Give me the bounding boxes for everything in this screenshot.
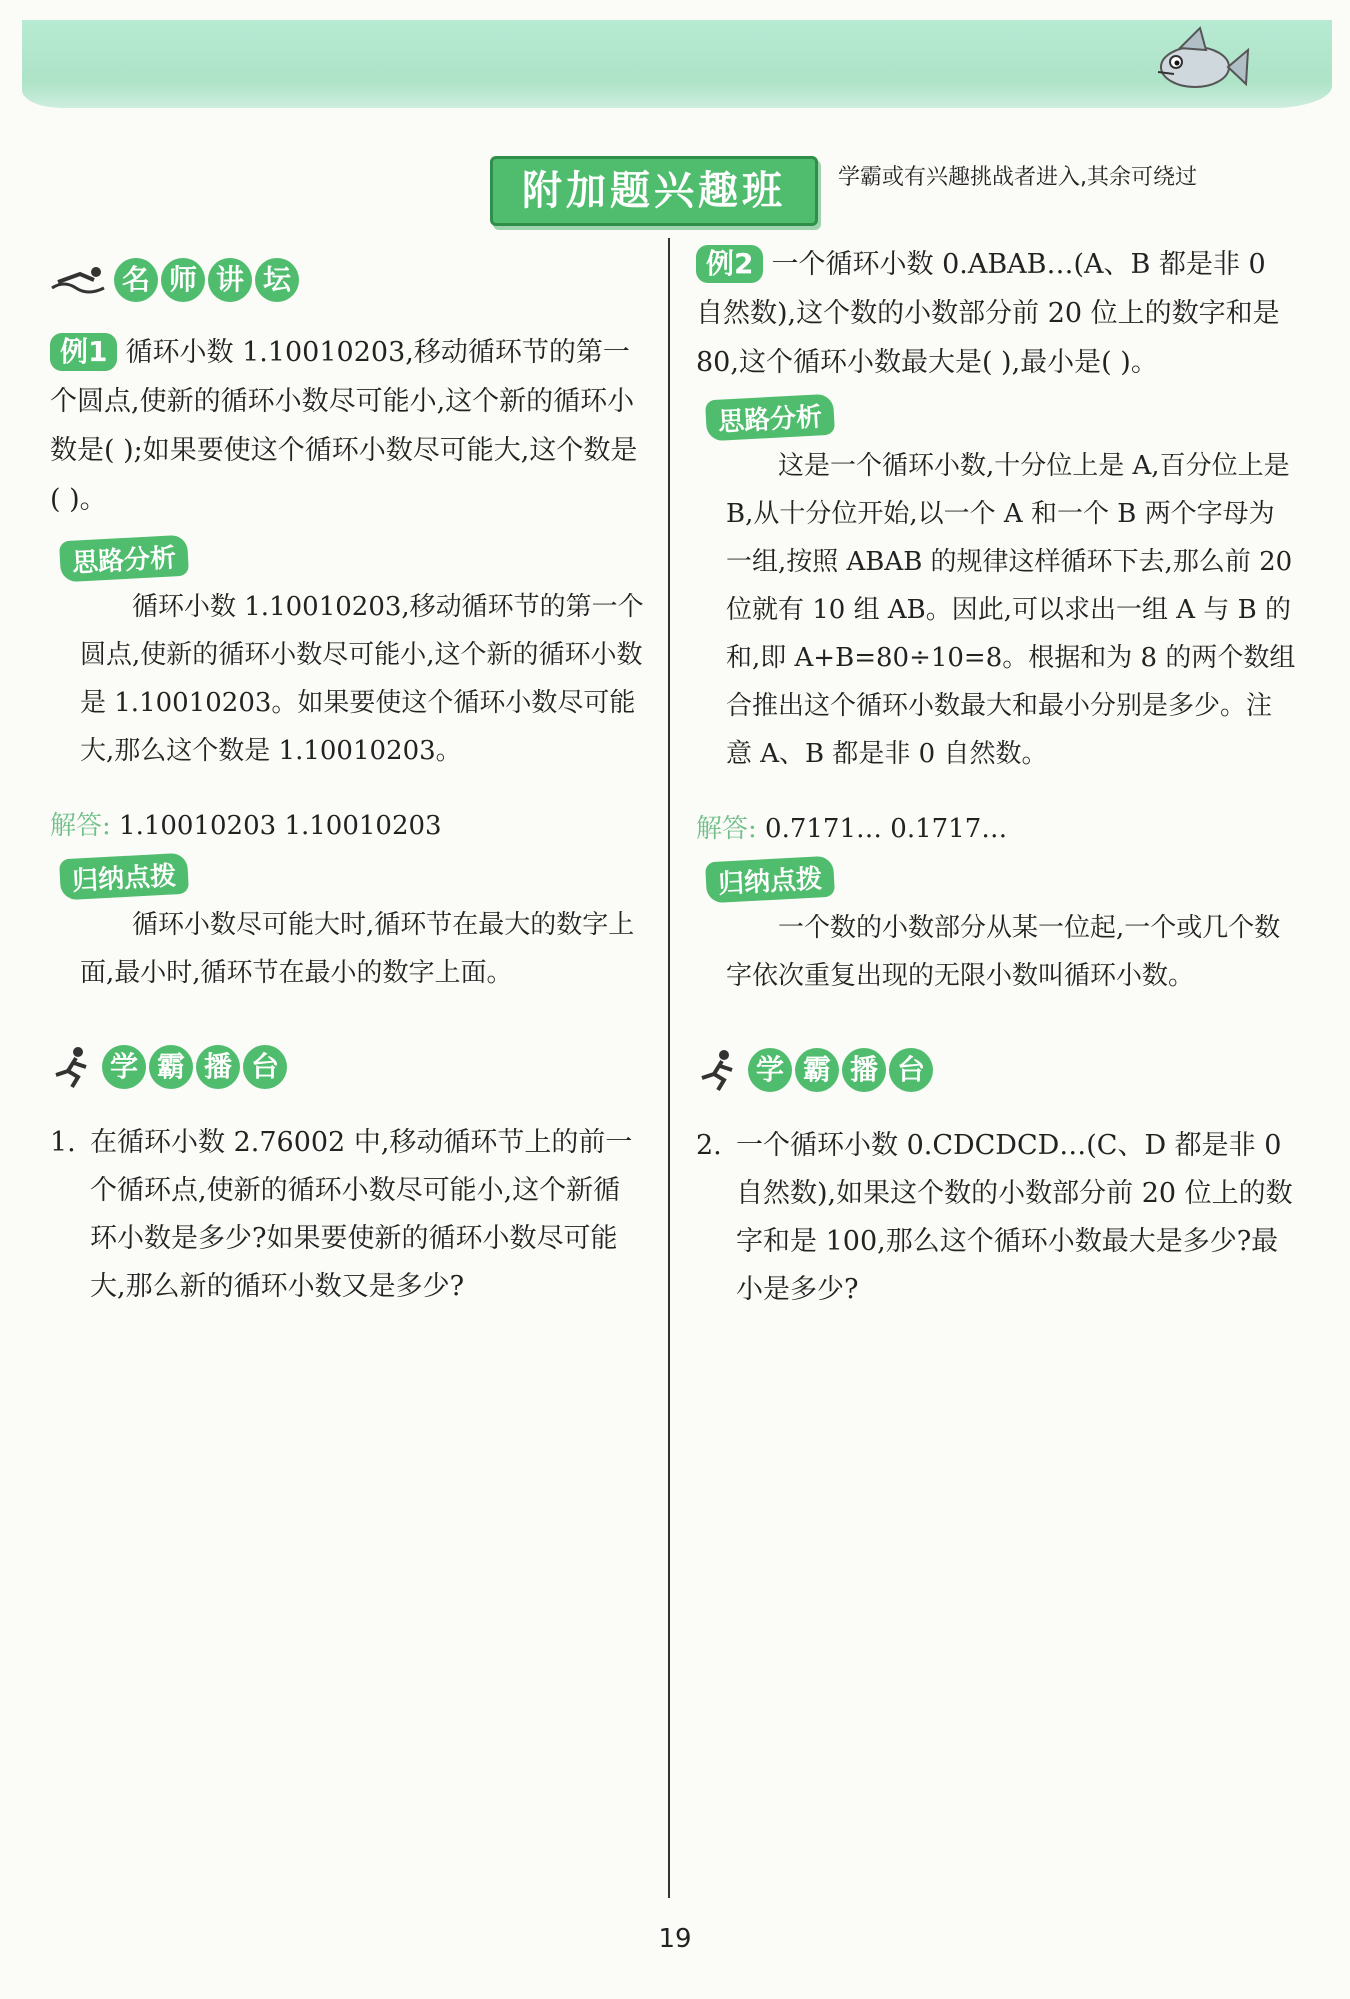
right-column	[696, 240, 1296, 1314]
question-1-text: 在循环小数 2.76002 中,移动循环节上的前一个循环点,使新的循环小数尽可能小,这个新循环小数是多少?如果要使新的循环小数尽可能大,那么新的循环小数又是多少?	[90, 1127, 633, 1302]
page-title: 附加题兴趣班	[522, 168, 786, 214]
analysis-text: 这是一个循环小数,十分位上是 A,百分位上是 B,从十分位开始,以一个 A 和一个 B 两个字母为一组,按照 ABAB 的规律这样循环下去,那么前 20 位就有 10 组 AB。因此,可以求出一组 A 与 B 的和,即 A+B=80÷10=8。根据和为 8 的两个数组合推出这个循环小数最大和最小分别是多少。注意 A、B 都是非 0 自然数。	[726, 451, 1296, 769]
top-banner	[22, 20, 1332, 108]
column-divider	[668, 238, 670, 1898]
example-1	[50, 328, 645, 524]
header-badge: 霸	[149, 1045, 193, 1089]
header-badge: 讲	[208, 258, 252, 302]
example-1-tag: 例1	[50, 333, 117, 371]
header-badge: 名	[114, 258, 158, 302]
left-column	[50, 250, 645, 1311]
question-1-number: 1.	[50, 1127, 76, 1158]
answer-line	[50, 805, 645, 842]
runner-icon	[696, 1048, 740, 1092]
analysis-label: 思路分析	[59, 535, 189, 583]
header-badge: 坛	[255, 258, 299, 302]
example-1-text: 循环小数 1.10010203,移动循环节的第一个圆点,使新的循环小数尽可能小,这个新的循环小数是( );如果要使这个循环小数尽可能大,这个数是( )。	[50, 337, 638, 515]
example-2-tag: 例2	[696, 245, 763, 283]
analysis-label: 思路分析	[705, 394, 835, 442]
answer-value: 1.10010203 1.10010203	[119, 811, 442, 841]
analysis-text: 循环小数 1.10010203,移动循环节的第一个圆点,使新的循环小数尽可能小,这个新的循环小数是 1.10010203。如果要使这个循环小数尽可能大,那么这个数是 1.10010203。	[80, 592, 644, 766]
header-badge: 学	[102, 1045, 146, 1089]
answer-line	[696, 808, 1296, 845]
header-badge: 台	[889, 1048, 933, 1092]
answer-label: 解答:	[696, 814, 757, 844]
header-badge: 播	[842, 1048, 886, 1092]
summary-text: 一个数的小数部分从某一位起,一个或几个数字依次重复出现的无限小数叫循环小数。	[726, 913, 1281, 991]
summary-text: 循环小数尽可能大时,循环节在最大的数字上面,最小时,循环节在最小的数字上面。	[80, 910, 635, 988]
famous-teacher-header	[50, 250, 645, 310]
summary-label: 归纳点拨	[705, 856, 835, 904]
header-badge: 台	[243, 1045, 287, 1089]
runner-icon	[50, 1045, 94, 1089]
practice-header	[50, 1037, 645, 1097]
question-1	[50, 1119, 645, 1311]
practice-header	[696, 1040, 1296, 1100]
header-badge: 霸	[795, 1048, 839, 1092]
example-2	[696, 240, 1296, 387]
question-2-text: 一个循环小数 0.CDCDCD…(C、D 都是非 0 自然数),如果这个数的小数部分前 20 位上的数字和是 100,那么这个循环小数最大是多少?最小是多少?	[736, 1130, 1293, 1305]
question-2-number: 2.	[696, 1130, 722, 1161]
header-badge: 播	[196, 1045, 240, 1089]
example-2-text: 一个循环小数 0.ABAB…(A、B 都是非 0 自然数),这个数的小数部分前 20 位上的数字和是 80,这个循环小数最大是( ),最小是( )。	[696, 249, 1280, 378]
section-title-box	[490, 156, 818, 226]
page-subtitle: 学霸或有兴趣挑战者进入,其余可绕过	[838, 165, 1197, 190]
header-badge: 学	[748, 1048, 792, 1092]
swimmer-icon	[50, 262, 106, 298]
question-2	[696, 1122, 1296, 1314]
summary-label: 归纳点拨	[59, 853, 189, 901]
header-badge: 师	[161, 258, 205, 302]
answer-value: 0.7171… 0.1717…	[765, 814, 1008, 844]
fish-mascot-icon	[1140, 22, 1250, 102]
answer-label: 解答:	[50, 811, 111, 841]
page-number: 19	[658, 1924, 692, 1954]
